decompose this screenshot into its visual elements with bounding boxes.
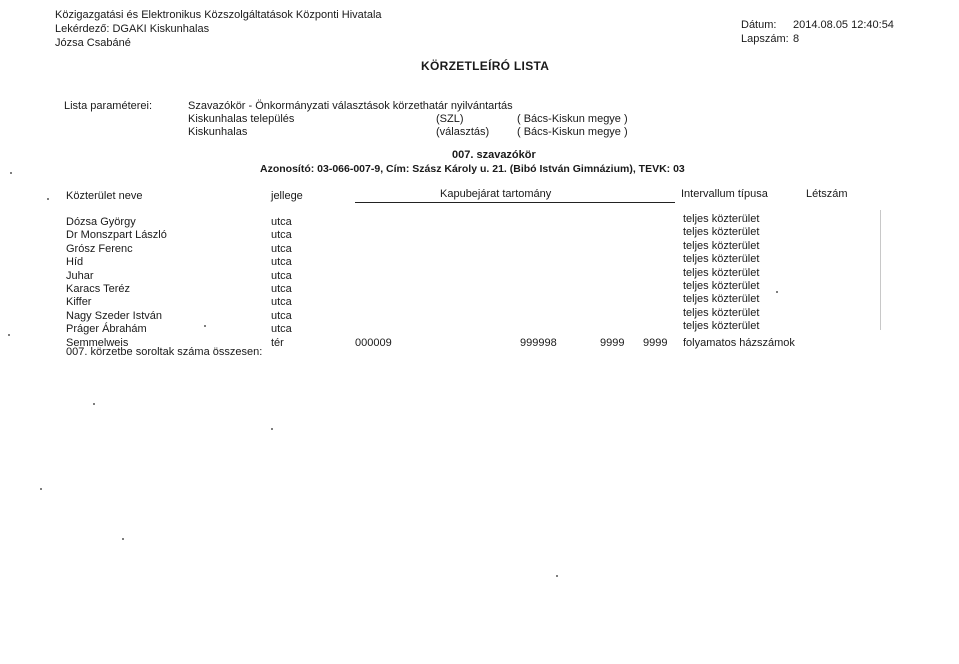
cell-interval: teljes közterület [683,320,760,333]
scan-speck [10,172,12,174]
operator-name: Józsa Csabáné [55,37,131,49]
cell-type: utca [271,296,292,309]
scan-speck [271,428,273,430]
scan-speck [8,334,10,336]
cell-range-from: 000009 [355,336,392,349]
cell-interval: teljes közterület [683,280,760,292]
cell-interval: folyamatos házszámok [683,336,795,349]
page-number: 8 [793,33,800,45]
cell-street: Dr Monszpart László [66,229,167,242]
cell-interval: teljes közterület [683,213,760,225]
date-label: Dátum: [741,19,777,31]
cell-street: Kiffer [66,296,92,309]
cell-type: utca [271,216,292,228]
page-label: Lapszám: [741,33,789,45]
cell-range-b: 9999 [643,336,668,349]
header-type: jellege [271,190,303,202]
cell-type: utca [271,256,292,269]
page-title: KÖRZETLEÍRÓ LISTA [421,59,550,73]
cell-interval: teljes közterület [683,239,760,252]
cell-range-to: 999998 [520,336,557,349]
cell-type: utca [271,229,292,242]
params-settlement-code: (SZL) [436,113,464,125]
params-settlement: Kiskunhalas település [188,113,295,125]
header-range: Kapubejárat tartomány [440,188,552,200]
header-underline [355,202,675,203]
header-street: Közterület neve [66,190,143,202]
cell-street: Dózsa György [66,216,136,228]
cell-street: Karacs Teréz [66,283,130,295]
cell-street: Nagy Szeder István [66,309,162,322]
params-election-county: ( Bács-Kiskun megye ) [517,126,628,138]
scan-speck [204,325,206,327]
scan-speck [40,488,42,490]
cell-interval: teljes közterület [683,253,760,266]
scan-edge-line [880,210,881,330]
cell-interval: teljes közterület [683,266,760,279]
header-interval: Intervallum típusa [681,188,768,200]
district-name: 007. szavazókör [452,149,536,161]
params-election: Kiskunhalas [188,126,248,138]
params-settlement-county: ( Bács-Kiskun megye ) [517,113,628,125]
cell-street: Práger Ábrahám [66,323,147,336]
scan-speck [556,575,558,577]
cell-type: utca [271,242,292,255]
header-count: Létszám [806,188,848,200]
params-label: Lista paraméterei: [64,100,153,112]
cell-type: utca [271,309,292,322]
cell-range-a: 9999 [600,336,625,349]
cell-type: utca [271,283,292,295]
cell-interval: teljes közterület [683,226,760,239]
scan-speck [93,403,95,405]
organization-name: Közigazgatási és Elektronikus Közszolgáltatások Központi Hivatala [55,9,382,21]
district-details: Azonosító: 03-066-007-9, Cím: Szász Károly u. 21. (Bibó István Gimnázium), TEVK: 03 [260,163,685,175]
params-line-1: Szavazókör - Önkormányzati választások körzethatár nyilvántartás [188,100,513,112]
cell-interval: teljes közterület [683,306,760,319]
cell-type: utca [271,269,292,282]
cell-interval: teljes közterület [683,293,760,306]
requester: Lekérdező: DGAKI Kiskunhalas [55,23,210,35]
cell-street: Semmelweis [66,336,129,349]
params-election-type: (választás) [436,126,490,138]
scan-speck [47,198,49,200]
cell-type: utca [271,323,292,336]
cell-street: Juhar [66,269,94,282]
date-value: 2014.08.05 12:40:54 [793,19,894,31]
cell-street: Híd [66,256,84,269]
cell-type: tér [271,336,284,349]
scan-speck [776,291,778,293]
summary-label: 007. körzetbe soroltak száma összesen: [66,346,263,358]
cell-street: Grósz Ferenc [66,242,133,255]
scan-speck [122,538,124,540]
